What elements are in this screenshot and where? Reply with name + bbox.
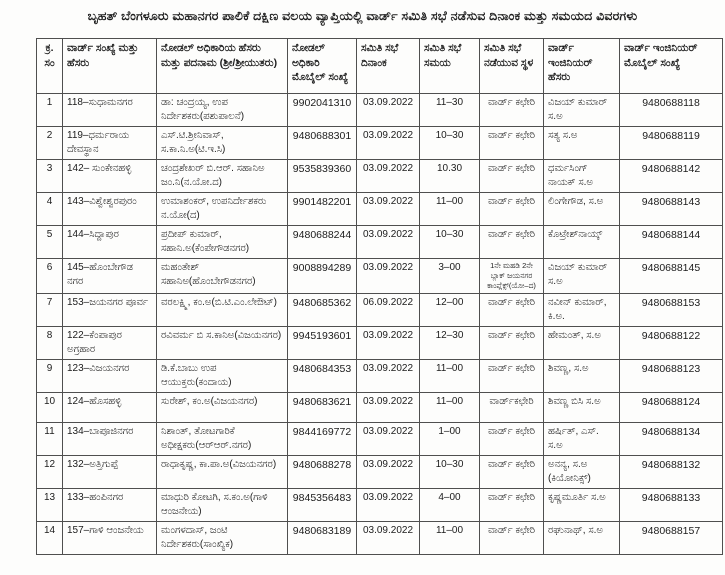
table-cell: ಅನನ್ಯ, ಸ.ಅ (ಕಿಯೋನಿಕ್ಸ್) xyxy=(544,456,620,489)
table-cell: ವಾರ್ಡ್ ಕಛೇರಿ xyxy=(480,294,544,327)
table-cell: ಮಹಂತೇಶ್ ಸಹಾನಿಅ(ಹೊಂಬೇಗೌಡನಗರ) xyxy=(157,259,288,294)
table-cell: 9480688122 xyxy=(620,327,723,360)
table-cell: 9008894289 xyxy=(288,259,357,294)
table-cell: 4 xyxy=(37,193,63,226)
table-cell: 03.09.2022 xyxy=(357,393,420,423)
table-cell: 9480688132 xyxy=(620,456,723,489)
table-cell: 119–ಧರ್ಮರಾಯ ದೇವಸ್ಥಾನ xyxy=(63,127,157,160)
table-cell: ರಾಧಾಕೃಷ್ಣ, ಕಾ.ಪಾ.ಅ(ವಿಜಯನಗರ) xyxy=(157,456,288,489)
table-cell: 9480688145 xyxy=(620,259,723,294)
table-cell: ಶಿವಣ್ಣ ಬಿಸಿ ಸ.ಅ xyxy=(544,393,620,423)
table-cell: 1 xyxy=(37,94,63,127)
table-cell: 03.09.2022 xyxy=(357,423,420,456)
table-cell: 10–30 xyxy=(420,127,480,160)
table-cell: 9480688134 xyxy=(620,423,723,456)
table-row xyxy=(37,489,723,522)
table-cell: ವಿಜಯ್ ಕುಮಾರ್ ಸ.ಅ xyxy=(544,259,620,294)
table-cell: ನವೀನ್ ಕುಮಾರ್, ಕಿ.ಅ. xyxy=(544,294,620,327)
table-cell: 10–30 xyxy=(420,226,480,259)
table-cell: 14 xyxy=(37,522,63,555)
table-cell: 11 xyxy=(37,423,63,456)
table-cell: 1ನೇ ಮಹಡಿ 2ನೇ ಬ್ಲಾಕ್ ಜಯನಗರ ಕಾಂಪ್ಲೆಕ್ಸ್(ಯೋ–ದ) xyxy=(480,259,544,294)
header-cell: ವಾರ್ಡ್ ಇಂಜಿನಿಯರ್ ಹೆಸರು xyxy=(544,39,620,94)
table-cell: 12–00 xyxy=(420,294,480,327)
table-cell: 10 xyxy=(37,393,63,423)
table-cell: 134–ಬಾಪೂಜಿನಗರ xyxy=(63,423,157,456)
table-cell: 9480688143 xyxy=(620,193,723,226)
table-cell: ರಘುನಾಥ್, ಸ.ಅ xyxy=(544,522,620,555)
table-cell: 145–ಹೊಂಬೇಗೌಡ ನಗರ xyxy=(63,259,157,294)
header-cell: ವಾರ್ಡ್ ಇಂಜಿನಿಯರ್ ಮೊಬೈಲ್ ಸಂಖ್ಯೆ xyxy=(620,39,723,94)
table-cell: 12 xyxy=(37,456,63,489)
table-cell: ಮಾಧುರಿ ಕೋಟಗಿ, ಸ.ಕಂ.ಅ(ಗಾಳಿ ಆಂಜನೇಯ) xyxy=(157,489,288,522)
table-cell: 9535839360 xyxy=(288,160,357,193)
table-cell: 157–ಗಾಳಿ ಆಂಜನೇಯ xyxy=(63,522,157,555)
table-cell: 122–ಕೆಂಪಾಪುರ ಅಗ್ರಹಾರ xyxy=(63,327,157,360)
table-cell: ವಿಜಯ್ ಕುಮಾರ್ ಸ.ಅ xyxy=(544,94,620,127)
table-cell: 03.09.2022 xyxy=(357,522,420,555)
table-row xyxy=(37,193,723,226)
table-cell: 03.09.2022 xyxy=(357,360,420,393)
table-cell: 9480688123 xyxy=(620,360,723,393)
table-cell: ಕೃಷ್ಣಮೂರ್ತಿ ಸ.ಅ xyxy=(544,489,620,522)
table-cell: 123–ವಿಜಯನಗರ xyxy=(63,360,157,393)
table-cell: 9480688301 xyxy=(288,127,357,160)
header-cell: ಕ್ರ. ಸಂ xyxy=(37,39,63,94)
header-cell: ವಾರ್ಡ್ ಸಂಖ್ಯೆ ಮತ್ತು ಹೆಸರು xyxy=(63,39,157,94)
table-row xyxy=(37,160,723,193)
table-row xyxy=(37,522,723,555)
table-cell: ಹೇಮಂತ್, ಸ.ಅ xyxy=(544,327,620,360)
table-cell: 03.09.2022 xyxy=(357,193,420,226)
table-cell: ಮಂಗಳದಾಸ್, ಜಂಟಿ ನಿರ್ದೇಶಕರು(ಸಾಂಖ್ಯಿಕ) xyxy=(157,522,288,555)
table-row xyxy=(37,259,723,294)
table-cell: 2 xyxy=(37,127,63,160)
header-cell: ನೋಡಲ್ ಅಧಿಕಾರಿಯ ಹೆಸರು ಮತ್ತು ಪದನಾಮ (ಶ್ರೀ/ಶ್ರೀಯುತರು) xyxy=(157,39,288,94)
table-row xyxy=(37,327,723,360)
table-cell: 11–00 xyxy=(420,193,480,226)
document-title: ಬೃಹತ್ ಬೆಂಗಳೂರು ಮಹಾನಗರ ಪಾಲಿಕೆ ದಕ್ಷಿಣ ವಲಯ ವ್ಯಾಪ್ತಿಯಲ್ಲಿ ವಾರ್ಡ್ ಸಮಿತಿ ಸಭೆ ನಡೆಸುವ ದಿನಾಂಕ ಮತ್ತು ಸಮಯದ ವಿವರಗಳು xyxy=(87,9,638,23)
table-row xyxy=(37,456,723,489)
table-cell: ವಾರ್ಡ್ ಕಛೇರಿ xyxy=(480,360,544,393)
table-cell: ವರಲಕ್ಷ್ಮಿ, ಕಂ.ಅ(ಬಿ.ಟಿ.ಎಂ.ಲೇಔಟ್) xyxy=(157,294,288,327)
table-cell: ಲಿಂಗೇಗೌಡ, ಸ.ಅ xyxy=(544,193,620,226)
table-cell: 9480688278 xyxy=(288,456,357,489)
table-cell: 03.09.2022 xyxy=(357,327,420,360)
table-cell: 9480688133 xyxy=(620,489,723,522)
table-cell: 5 xyxy=(37,226,63,259)
table-cell: 118–ಸುಧಾಮನಗರ xyxy=(63,94,157,127)
table-cell: 153–ಜಯನಗರ ಪೂರ್ವ xyxy=(63,294,157,327)
header-cell: ಸಮಿತಿ ಸಭೆ ಸಮಯ xyxy=(420,39,480,94)
table-cell: 9480688119 xyxy=(620,127,723,160)
table-cell: ಸುರೇಶ್, ಕಂ.ಅ(ವಿಜಯನಗರ) xyxy=(157,393,288,423)
table-row xyxy=(37,360,723,393)
table-cell: 3 xyxy=(37,160,63,193)
table-cell: 9 xyxy=(37,360,63,393)
table-cell: 124–ಹೊಸಹಳ್ಳಿ xyxy=(63,393,157,423)
table-cell: ವಾರ್ಡ್ ಕಛೇರಿ xyxy=(480,327,544,360)
header-cell: ಸಮಿತಿ ಸಭೆ ನಡೆಯುವ ಸ್ಥಳ xyxy=(480,39,544,94)
table-cell: ವಾರ್ಡ್ ಕಛೇರಿ xyxy=(480,456,544,489)
table-cell: 9480688144 xyxy=(620,226,723,259)
table-cell: ರವಿವರ್ಮ ಬಿ ಸ.ಕಾನಿಅ(ವಿಜಯನಗರ) xyxy=(157,327,288,360)
table-cell: ವಾರ್ಡ್ ಕಛೇರಿ xyxy=(480,127,544,160)
table-cell: 03.09.2022 xyxy=(357,259,420,294)
table-cell: 03.09.2022 xyxy=(357,456,420,489)
table-cell: 11–00 xyxy=(420,360,480,393)
table-cell: 9480688157 xyxy=(620,522,723,555)
table-row xyxy=(37,294,723,327)
table-cell: 144–ಸಿದ್ದಾಪುರ xyxy=(63,226,157,259)
table-cell: 10.30 xyxy=(420,160,480,193)
table-cell: ಪ್ರದೀಪ್ ಕುಮಾರ್, ಸಹಾನಿ.ಅ(ಕೆಂಪೇಗೌಡನಗರ) xyxy=(157,226,288,259)
table-cell: ವಾರ್ಡ್ ಕಛೇರಿ xyxy=(480,489,544,522)
table-cell: 13 xyxy=(37,489,63,522)
table-cell: 9480688118 xyxy=(620,94,723,127)
table-cell: ಸತ್ಯ ಸ.ಅ xyxy=(544,127,620,160)
table-cell: ಡಾ: ಚಂದ್ರಯ್ಯ, ಉಪ ನಿರ್ದೇಶಕರು(ಪಶುಪಾಲನೆ) xyxy=(157,94,288,127)
table-cell: 9480685362 xyxy=(288,294,357,327)
table-cell: 7 xyxy=(37,294,63,327)
table-cell: ವಾರ್ಡ್ ಕಛೇರಿ xyxy=(480,193,544,226)
table-row xyxy=(37,94,723,127)
table-cell: 9845356483 xyxy=(288,489,357,522)
table-cell: 03.09.2022 xyxy=(357,160,420,193)
table-cell: 132–ಅತ್ತಿಗುಪ್ಪೆ xyxy=(63,456,157,489)
table-cell: ಚಂದ್ರಶೇಖರ್ ಬಿ.ಆರ್. ಸಹಾನಿಅ ಜಂ.ನಿ(ನ.ಯೋ.ದ) xyxy=(157,160,288,193)
table-cell: 8 xyxy=(37,327,63,360)
table-cell: 9844169772 xyxy=(288,423,357,456)
header-cell: ಸಮಿತಿ ಸಭೆ ದಿನಾಂಕ xyxy=(357,39,420,94)
table-cell: ನಿಶಾಂತ್, ತೋಟಗಾರಿಕೆ ಅಧೀಕ್ಷಕರು(ಆರ್‌ಆರ್.ನಗರ) xyxy=(157,423,288,456)
table-cell: 9480688124 xyxy=(620,393,723,423)
table-row xyxy=(37,423,723,456)
table-header-row xyxy=(37,39,723,94)
ward-committee-meeting-table xyxy=(36,38,723,555)
table-cell: ಹರ್ಷಿತ್, ಎಸ್. ಸ.ಅ xyxy=(544,423,620,456)
table-cell: ಎಸ್.ಟಿ.ಶ್ರೀನಿವಾಸ್, ಸ.ಕಾ.ನಿ.ಅ(ಟಿ.ಇ.ಸಿ) xyxy=(157,127,288,160)
table-cell: 6 xyxy=(37,259,63,294)
table-cell: 9480688142 xyxy=(620,160,723,193)
table-cell: 03.09.2022 xyxy=(357,127,420,160)
table-cell: 9480688244 xyxy=(288,226,357,259)
table-cell: 142– ಸುಂಕೇನಹಳ್ಳಿ xyxy=(63,160,157,193)
table-cell: ವಾರ್ಡ್‌ಕಛೇರಿ xyxy=(480,393,544,423)
table-row xyxy=(37,127,723,160)
table-cell: 9480688153 xyxy=(620,294,723,327)
table-cell: 143–ವಿಶ್ವೇಶ್ವರಪುರಂ xyxy=(63,193,157,226)
table-row xyxy=(37,226,723,259)
table-cell: 9480684353 xyxy=(288,360,357,393)
table-cell: 1–00 xyxy=(420,423,480,456)
table-cell: 11–30 xyxy=(420,94,480,127)
table-cell: ಉಮಾಶಂಕರ್, ಉಪನಿರ್ದೇಶಕರು ನ.ಯೋ(ದ) xyxy=(157,193,288,226)
table-cell: 06.09.2022 xyxy=(357,294,420,327)
table-cell: 3–00 xyxy=(420,259,480,294)
table-cell: 4–00 xyxy=(420,489,480,522)
table-cell: 9480683189 xyxy=(288,522,357,555)
table-cell: ಧರ್ಮಸಿಂಗ್ ನಾಯಕ್ ಸ.ಅ xyxy=(544,160,620,193)
table-cell: 03.09.2022 xyxy=(357,94,420,127)
table-cell: ವಾರ್ಡ್ ಕಛೇರಿ xyxy=(480,226,544,259)
table-cell: ವಾರ್ಡ್ ಕಛೇರಿ xyxy=(480,522,544,555)
table-cell: ಕೊಟ್ರೇಶ್‌ನಾಯ್ಕ್ xyxy=(544,226,620,259)
table-cell: 10–30 xyxy=(420,456,480,489)
table-cell: 133–ಹಂಪಿನಗರ xyxy=(63,489,157,522)
table-cell: 9901482201 xyxy=(288,193,357,226)
table-cell: 11–00 xyxy=(420,522,480,555)
header-cell: ನೋಡಲ್ ಅಧಿಕಾರಿ ಮೊಬೈಲ್ ಸಂಖ್ಯೆ xyxy=(288,39,357,94)
table-cell: ಶಿವಣ್ಣ, ಸ.ಅ xyxy=(544,360,620,393)
table-cell: 12–30 xyxy=(420,327,480,360)
table-cell: ವಾರ್ಡ್ ಕಛೇರಿ xyxy=(480,423,544,456)
table-cell: 9945193601 xyxy=(288,327,357,360)
table-cell: ವಾರ್ಡ್ ಕಛೇರಿ xyxy=(480,160,544,193)
table-cell: 11–00 xyxy=(420,393,480,423)
table-cell: 03.09.2022 xyxy=(357,489,420,522)
table-cell: 9480683621 xyxy=(288,393,357,423)
table-cell: 9902041310 xyxy=(288,94,357,127)
table-cell: ಡಿ.ಕೆ.ಬಾಬು ಉಪ ಆಯುಕ್ತರು(ಕಂದಾಯ) xyxy=(157,360,288,393)
table-body xyxy=(37,94,723,555)
table-row xyxy=(37,393,723,423)
table-cell: ವಾರ್ಡ್ ಕಛೇರಿ xyxy=(480,94,544,127)
table-cell: 03.09.2022 xyxy=(357,226,420,259)
